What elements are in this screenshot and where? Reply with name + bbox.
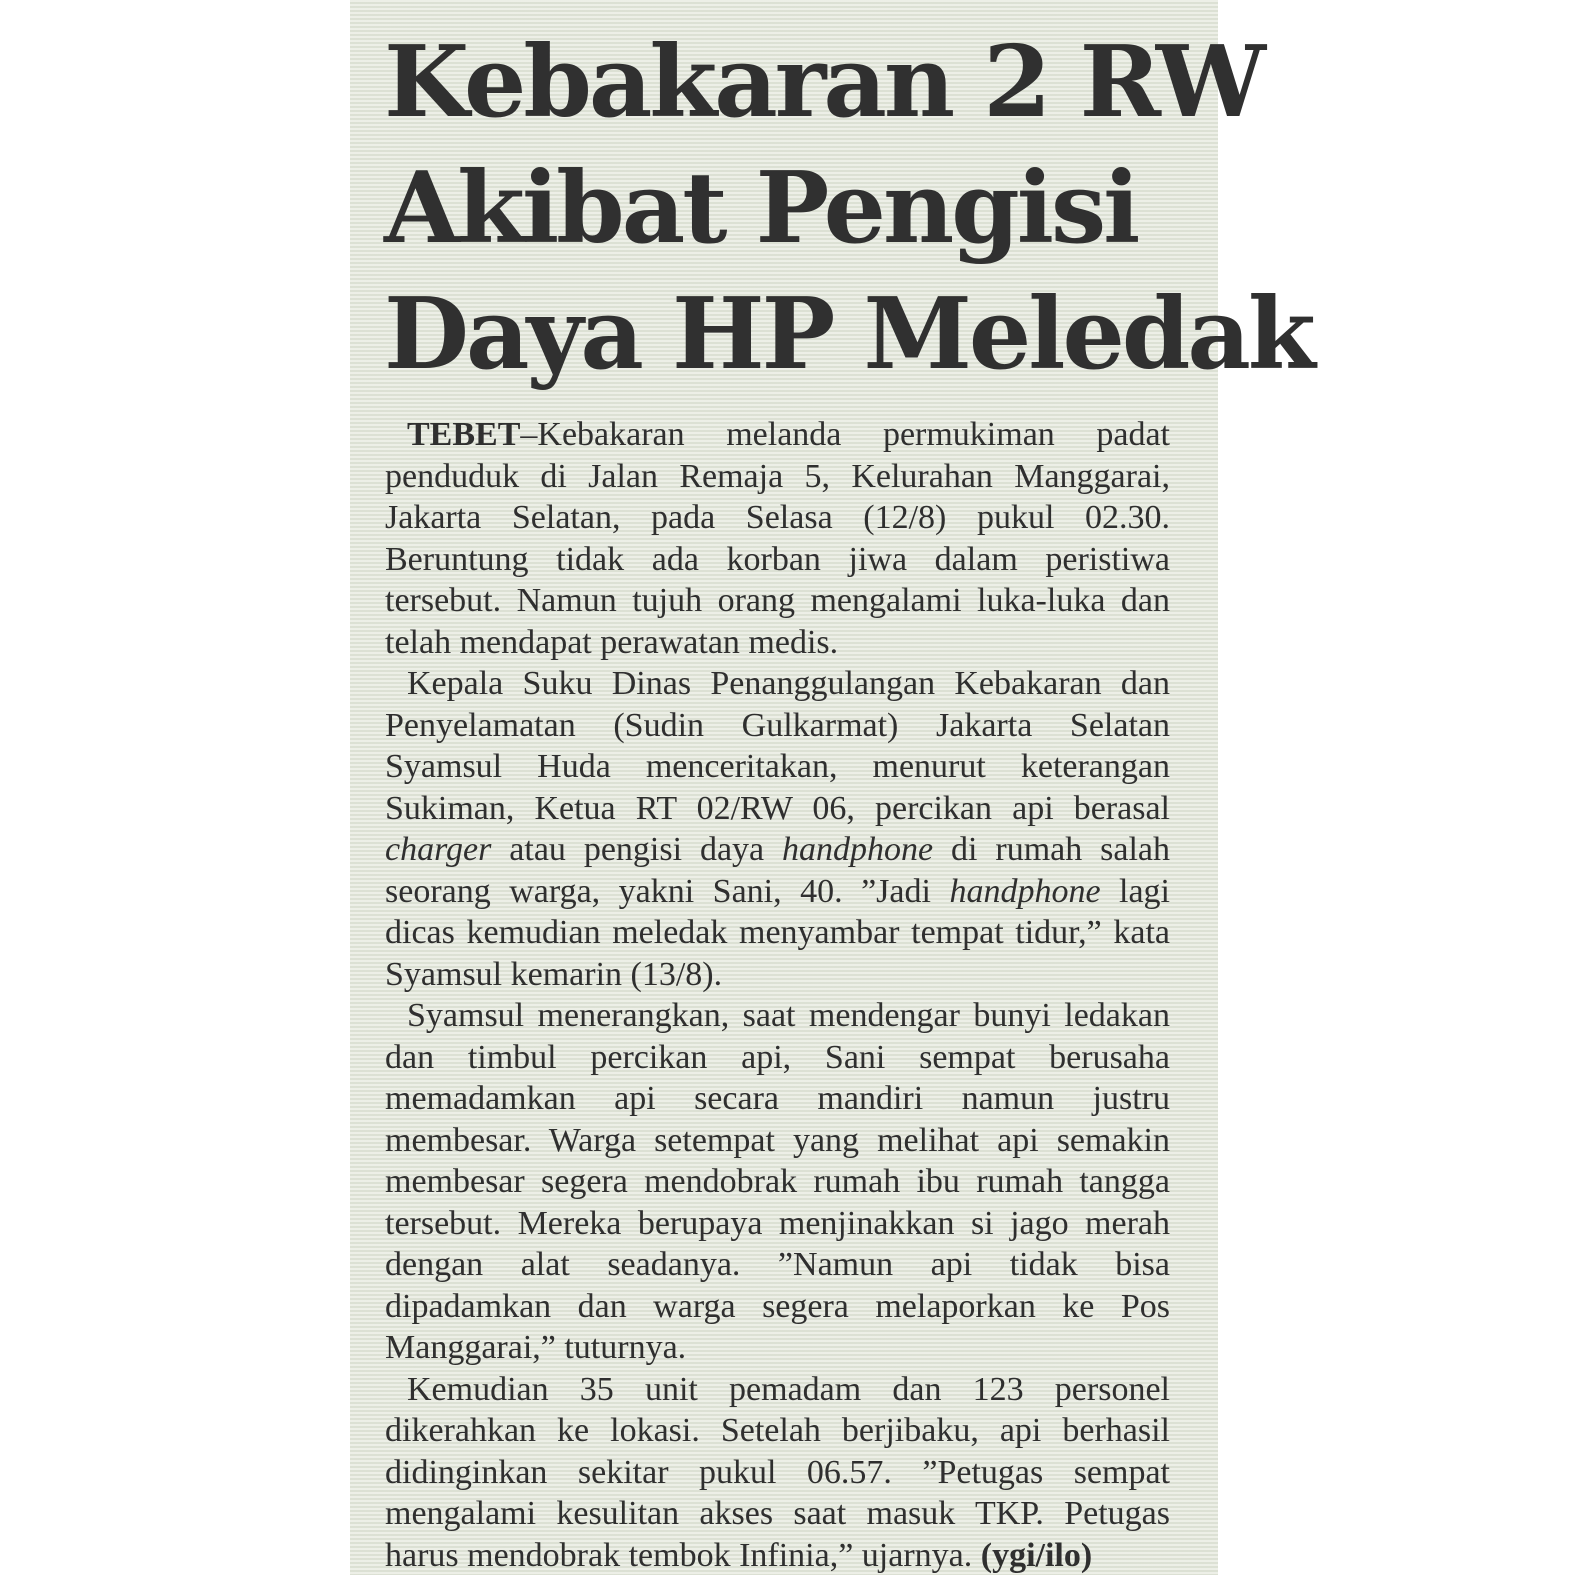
headline [384,20,1204,398]
paragraph-4 [385,1369,1170,1576]
paragraph-1-text: –Kebakaran melanda permukiman padat penduduk di Jalan Remaja 5, Kelurahan Manggarai, Jakarta Selatan, pada Selasa (12/8) pukul 02.30. Beruntung tidak ada korban jiwa dalam peristiwa tersebut. Namun tujuh orang mengalami luka-luka dan telah mendapat perawatan medis. [385,416,1170,661]
headline-line-2: Akibat Pengisi [384,146,1204,272]
byline: (ygi/ilo) [981,1537,1092,1574]
paragraph-2-text-a: Kepala Suku Dinas Penanggulangan Kebakaran dan Penyelamatan (Sudin Gulkarmat) Jakarta Selatan Syamsul Huda menceritakan, menurut keterangan Sukiman, Ketua RT 02/RW 06, percikan api berasal [385,665,1170,827]
headline-line-3: Daya HP Meledak [384,272,1204,398]
article-body [385,414,1170,1576]
paragraph-2-text-c: atau pengisi daya [491,831,782,868]
dateline: TEBET [407,416,520,453]
paragraph-4-text: Kemudian 35 unit pemadam dan 123 personel dikerahkan ke lokasi. Setelah berjibaku, api berhasil didinginkan sekitar pukul 06.57. ”Petugas sempat mengalami kesulitan akses saat masuk TKP. Petugas harus mendobrak tembok Infinia,” ujarnya. [385,1371,1170,1574]
headline-line-1: Kebakaran 2 RW [384,20,1204,146]
paragraph-1 [385,414,1170,663]
italic-term-handphone-2: handphone [949,873,1100,910]
italic-term-charger: charger [385,831,491,868]
newspaper-clipping [350,0,1218,1575]
paragraph-2-text-g: lagi dicas kemudian meledak menyambar tempat tidur,” kata Syamsul kemarin (13/8). [385,873,1170,993]
italic-term-handphone: handphone [782,831,933,868]
paragraph-2-text-e: di rumah salah seorang warga, yakni Sani, 40. ”Jadi [385,831,1170,910]
paragraph-2 [385,663,1170,995]
paragraph-3: Syamsul menerangkan, saat mendengar bunyi ledakan dan timbul percikan api, Sani sempat berusaha memadamkan api secara mandiri namun justru membesar. Warga setempat yang melihat api semakin membesar segera mendobrak rumah ibu rumah tangga tersebut. Mereka berupaya menjinakkan si jago merah dengan alat seadanya. ”Namun api tidak bisa dipadamkan dan warga segera melaporkan ke Pos Manggarai,” tuturnya. [385,995,1170,1369]
